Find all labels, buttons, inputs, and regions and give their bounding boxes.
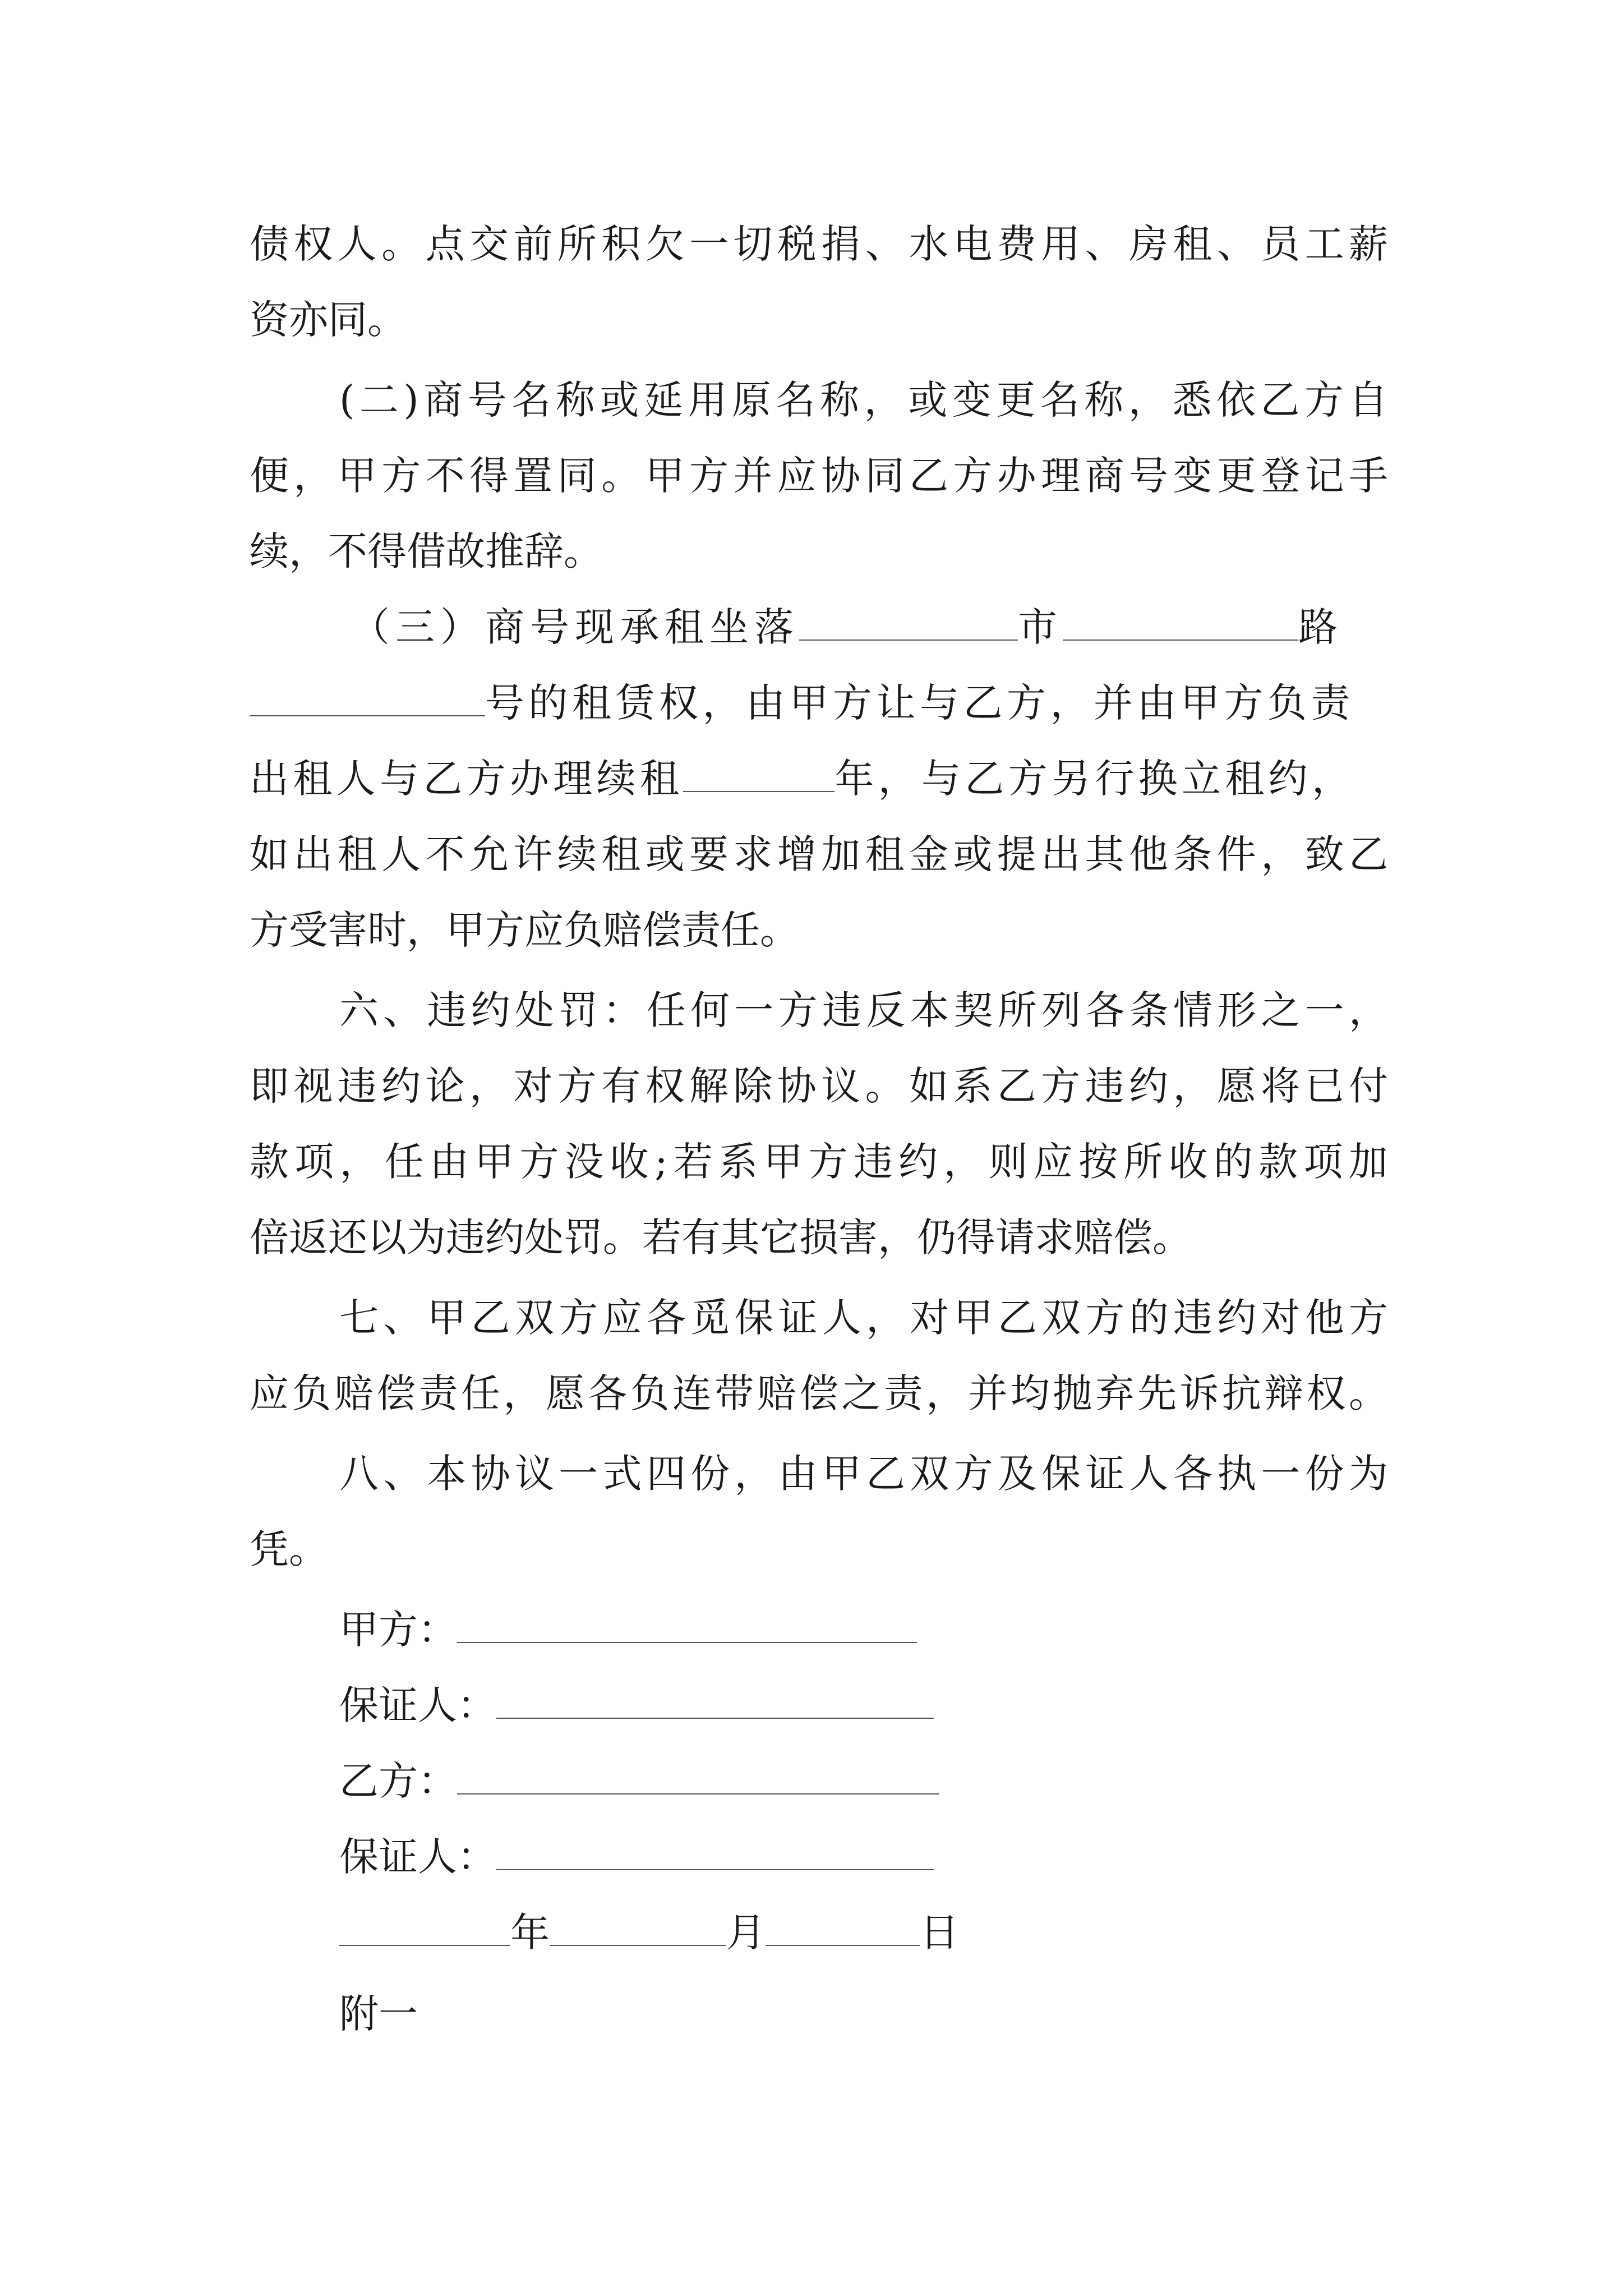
signature-party-a [339, 1604, 917, 1655]
paragraph-line: 倍返还以为违约处罚。若有其它损害，仍得请求赔偿。 [250, 1214, 1192, 1260]
paragraph-line: 款项，任由甲方没收;若系甲方违约，则应按所收的款项加 [250, 1139, 1394, 1185]
blank-field-number[interactable] [250, 678, 485, 717]
paragraph-line: 凭。 [250, 1526, 328, 1572]
blank-field-city[interactable] [799, 602, 1018, 641]
date-line [339, 1907, 959, 1958]
signature-field[interactable] [496, 1832, 934, 1871]
date-month-field[interactable] [550, 1908, 726, 1947]
signature-guarantor-b [339, 1832, 934, 1882]
date-day-label: 日 [920, 1910, 959, 1955]
paragraph-line: (二)商号名称或延用原名称，或变更名称，悉依乙方自 [339, 377, 1393, 423]
date-year-label: 年 [510, 1910, 550, 1955]
paragraph-line: 应负赔偿责任，愿各负连带赔偿之责，并均抛弃先诉抗辩权。 [250, 1370, 1391, 1416]
paragraph-line: 如出租人不允许续租或要求增加租金或提出其他条件，致乙 [250, 831, 1393, 877]
clause-text: 路 [1298, 604, 1343, 650]
blank-field-years[interactable] [683, 754, 834, 793]
clause-text: 号的租赁权，由甲方让与乙方，并由甲方负责 [485, 680, 1354, 726]
paragraph-line: 八、本协议一式四份，由甲乙双方及保证人各执一份为 [339, 1451, 1393, 1497]
signature-label: 乙方： [339, 1758, 457, 1804]
signature-field[interactable] [457, 1605, 917, 1644]
paragraph-line: 六、违约处罚：任何一方违反本契所列各条情形之一， [339, 987, 1393, 1033]
date-month-label: 月 [726, 1910, 766, 1955]
paragraph-line: 债权人。点交前所积欠一切税捐、水电费用、房租、员工薪 [250, 221, 1393, 267]
date-year-field[interactable] [339, 1908, 510, 1947]
paragraph-line: 方受害时，甲方应负赔偿责任。 [250, 907, 799, 953]
clause-text: （三）商号现承租坐落 [351, 604, 799, 650]
signature-guarantor-a [339, 1680, 934, 1731]
paragraph-line [250, 753, 1355, 804]
date-day-field[interactable] [766, 1908, 920, 1947]
signature-label: 甲方： [339, 1607, 457, 1653]
paragraph-line: 七、甲乙双方应各觅保证人，对甲乙双方的违约对他方 [339, 1295, 1393, 1341]
signature-party-b [339, 1756, 939, 1806]
paragraph-line: 续，不得借故推辞。 [250, 528, 603, 574]
clause-text: 年，与乙方另行换立租约， [834, 756, 1355, 802]
paragraph-line: 资亦同。 [250, 297, 407, 343]
paragraph-line [250, 678, 1354, 728]
paragraph-line: 即视违约论，对方有权解除协议。如系乙方违约，愿将已付 [250, 1063, 1393, 1109]
signature-label: 保证人： [339, 1682, 496, 1728]
signature-field[interactable] [457, 1756, 939, 1795]
appendix-label: 附一 [339, 1991, 418, 2037]
blank-field-road[interactable] [1063, 602, 1298, 641]
signature-field[interactable] [496, 1681, 934, 1719]
signature-label: 保证人： [339, 1834, 496, 1880]
clause-text: 市 [1018, 604, 1063, 650]
paragraph-line: 便，甲方不得置同。甲方并应协同乙方办理商号变更登记手 [250, 453, 1393, 499]
paragraph-line [351, 602, 1343, 652]
clause-text: 出租人与乙方办理续租 [250, 756, 684, 802]
